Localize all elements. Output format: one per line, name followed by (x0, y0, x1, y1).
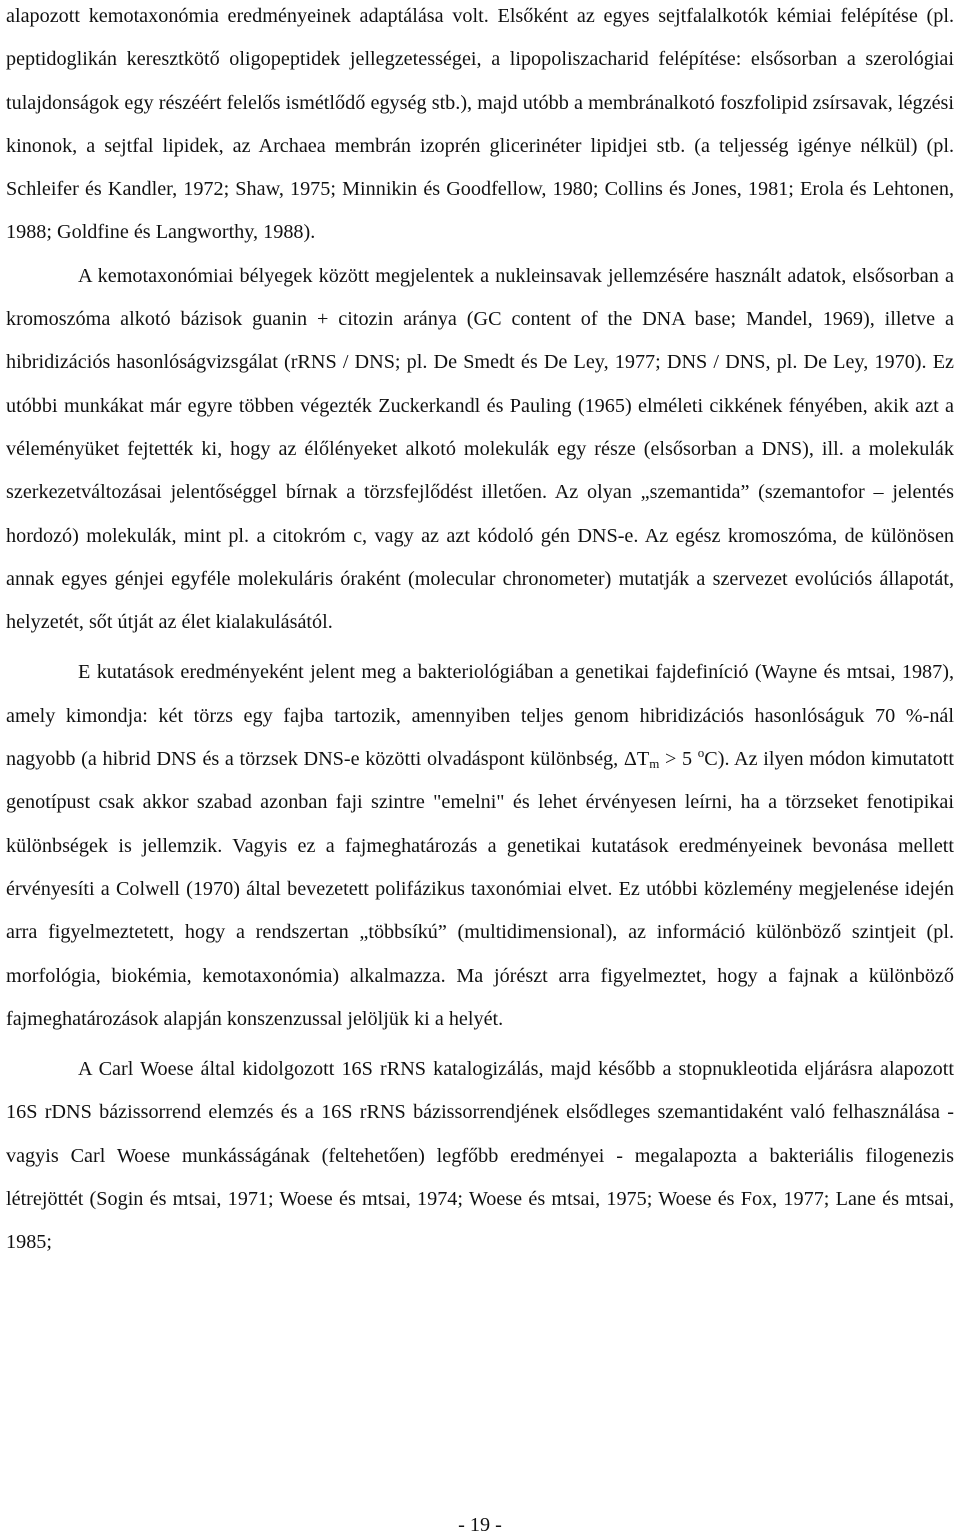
text-segment: C). Az ilyen módon kimutatott genotípust csak akkor szabad azonban faji szintre "emelni" és lehet érvényesen leírni, ha a törzseket fenotipikai különbségek is jellemzik. Vagyis ez a fajmeghatározás a genetikai kutatások eredményeinek bevonása mellett érvényesíti a Colwell (1970) által bevezetett polifázikus taxonómiai elvet. Ez utóbbi közlemény megjelenése idején arra figyelmeztetett, hogy a rendszertan „többsíkú” (multidimensional), az információ különböző szintjeit (pl. morfológia, biokémia, kemotaxonómia) alkalmazza. Ma jórészt arra figyelmeztet, hogy a fajnak a különböző fajmeghatározások alapján konszenzussal jelöljük ki a helyét. (6, 748, 954, 1030)
paragraph-chemotaxonomy-intro: alapozott kemotaxonómia eredményeinek adaptálása volt. Elsőként az egyes sejtfalalkotók kémiai felépítése (pl. peptidoglikán keresztkötő oligopeptidek jellegzetességei, a lipopoliszacharid felépítése: elsősorban a szerológiai tulajdonságok egy részéért felelős ismétlődő egység stb.), majd utóbb a membránalkotó foszfolipid zsírsavak, légzési kinonok, a sejtfal lipidek, az Archaea membrán izoprén glicerinéter lipidjei stb. (a teljesség igénye nélkül) (pl. Schleifer és Kandler, 1972; Shaw, 1975; Minnikin és Goodfellow, 1980; Collins és Jones, 1981; Erola és Lehtonen, 1988; Goldfine és Langworthy, 1988). (6, 5, 954, 244)
text-segment: E kutatások eredményeként jelent meg a bakteriológiában a genetikai fajdefiníció (Wayne és mtsai, 1987), amely kimondja: két törzs egy fajba tartozik, amennyiben teljes genom hibridizációs hasonlóságuk 70 %-nál nagyobb (a hibrid DNS és a törzsek DNS-e közötti olvadáspont különbség, (6, 661, 954, 771)
delta-t-symbol: ΔT (623, 748, 650, 771)
paragraph-genetic-species-definition (6, 651, 954, 1041)
paragraph-nucleic-acids: A kemotaxonómiai bélyegek között megjelentek a nukleinsavak jellemzésére használt adatok, elsősorban a kromoszóma alkotó bázisok guanin + citozin aránya (GC content of the DNA base; Mandel, 1969), illetve a hibridizációs hasonlóságvizsgálat (rRNS / DNS; pl. De Smedt és De Ley, 1977; DNS / DNS, pl. De Ley, 1970). Ez utóbbi munkákat már egyre többen végezték Zuckerkandl és Pauling (1965) elméleti cikkének fényében, akik azt a véleményüket fejtették ki, hogy az élőlényeket alkotó molekulák egy része (elsősorban a DNS), ill. a molekulák szerkezetváltozásai jelentőséggel bírnak a törzsfejlődést illetően. Az olyan „szemantida” (szemantofor – jelentés hordozó) molekulák, mint pl. a citokróm c, vagy az azt kódoló gén DNS-e. Az egész kromoszóma, de különösen annak egyes génjei egyféle molekuláris óraként (molecular chronometer) mutatják a szervezet evolúciós állapotát, helyzetét, sőt útját az élet kialakulásától. (6, 264, 954, 634)
text-segment: > 5 (659, 748, 698, 771)
document-page (6, 0, 954, 1265)
paragraph-woese: A Carl Woese által kidolgozott 16S rRNS katalogizálás, majd később a stopnukleotida eljárásra alapozott 16S rDNS bázissorrend elemzés és a 16S rRNS bázissorrendjének elsődleges szemantidaként való felhasználása - vagyis Carl Woese munkásságának (feltehetően) legfőbb eredményei - megalapozta a bakteriális filogenezis létrejöttét (Sogin és mtsai, 1971; Woese és mtsai, 1974; Woese és mtsai, 1975; Woese és Fox, 1977; Lane és mtsai, 1985; (6, 1058, 954, 1254)
degree-superscript: o (697, 745, 705, 761)
subscript-m: m (649, 756, 660, 772)
page-number: - 19 - (458, 1514, 502, 1536)
